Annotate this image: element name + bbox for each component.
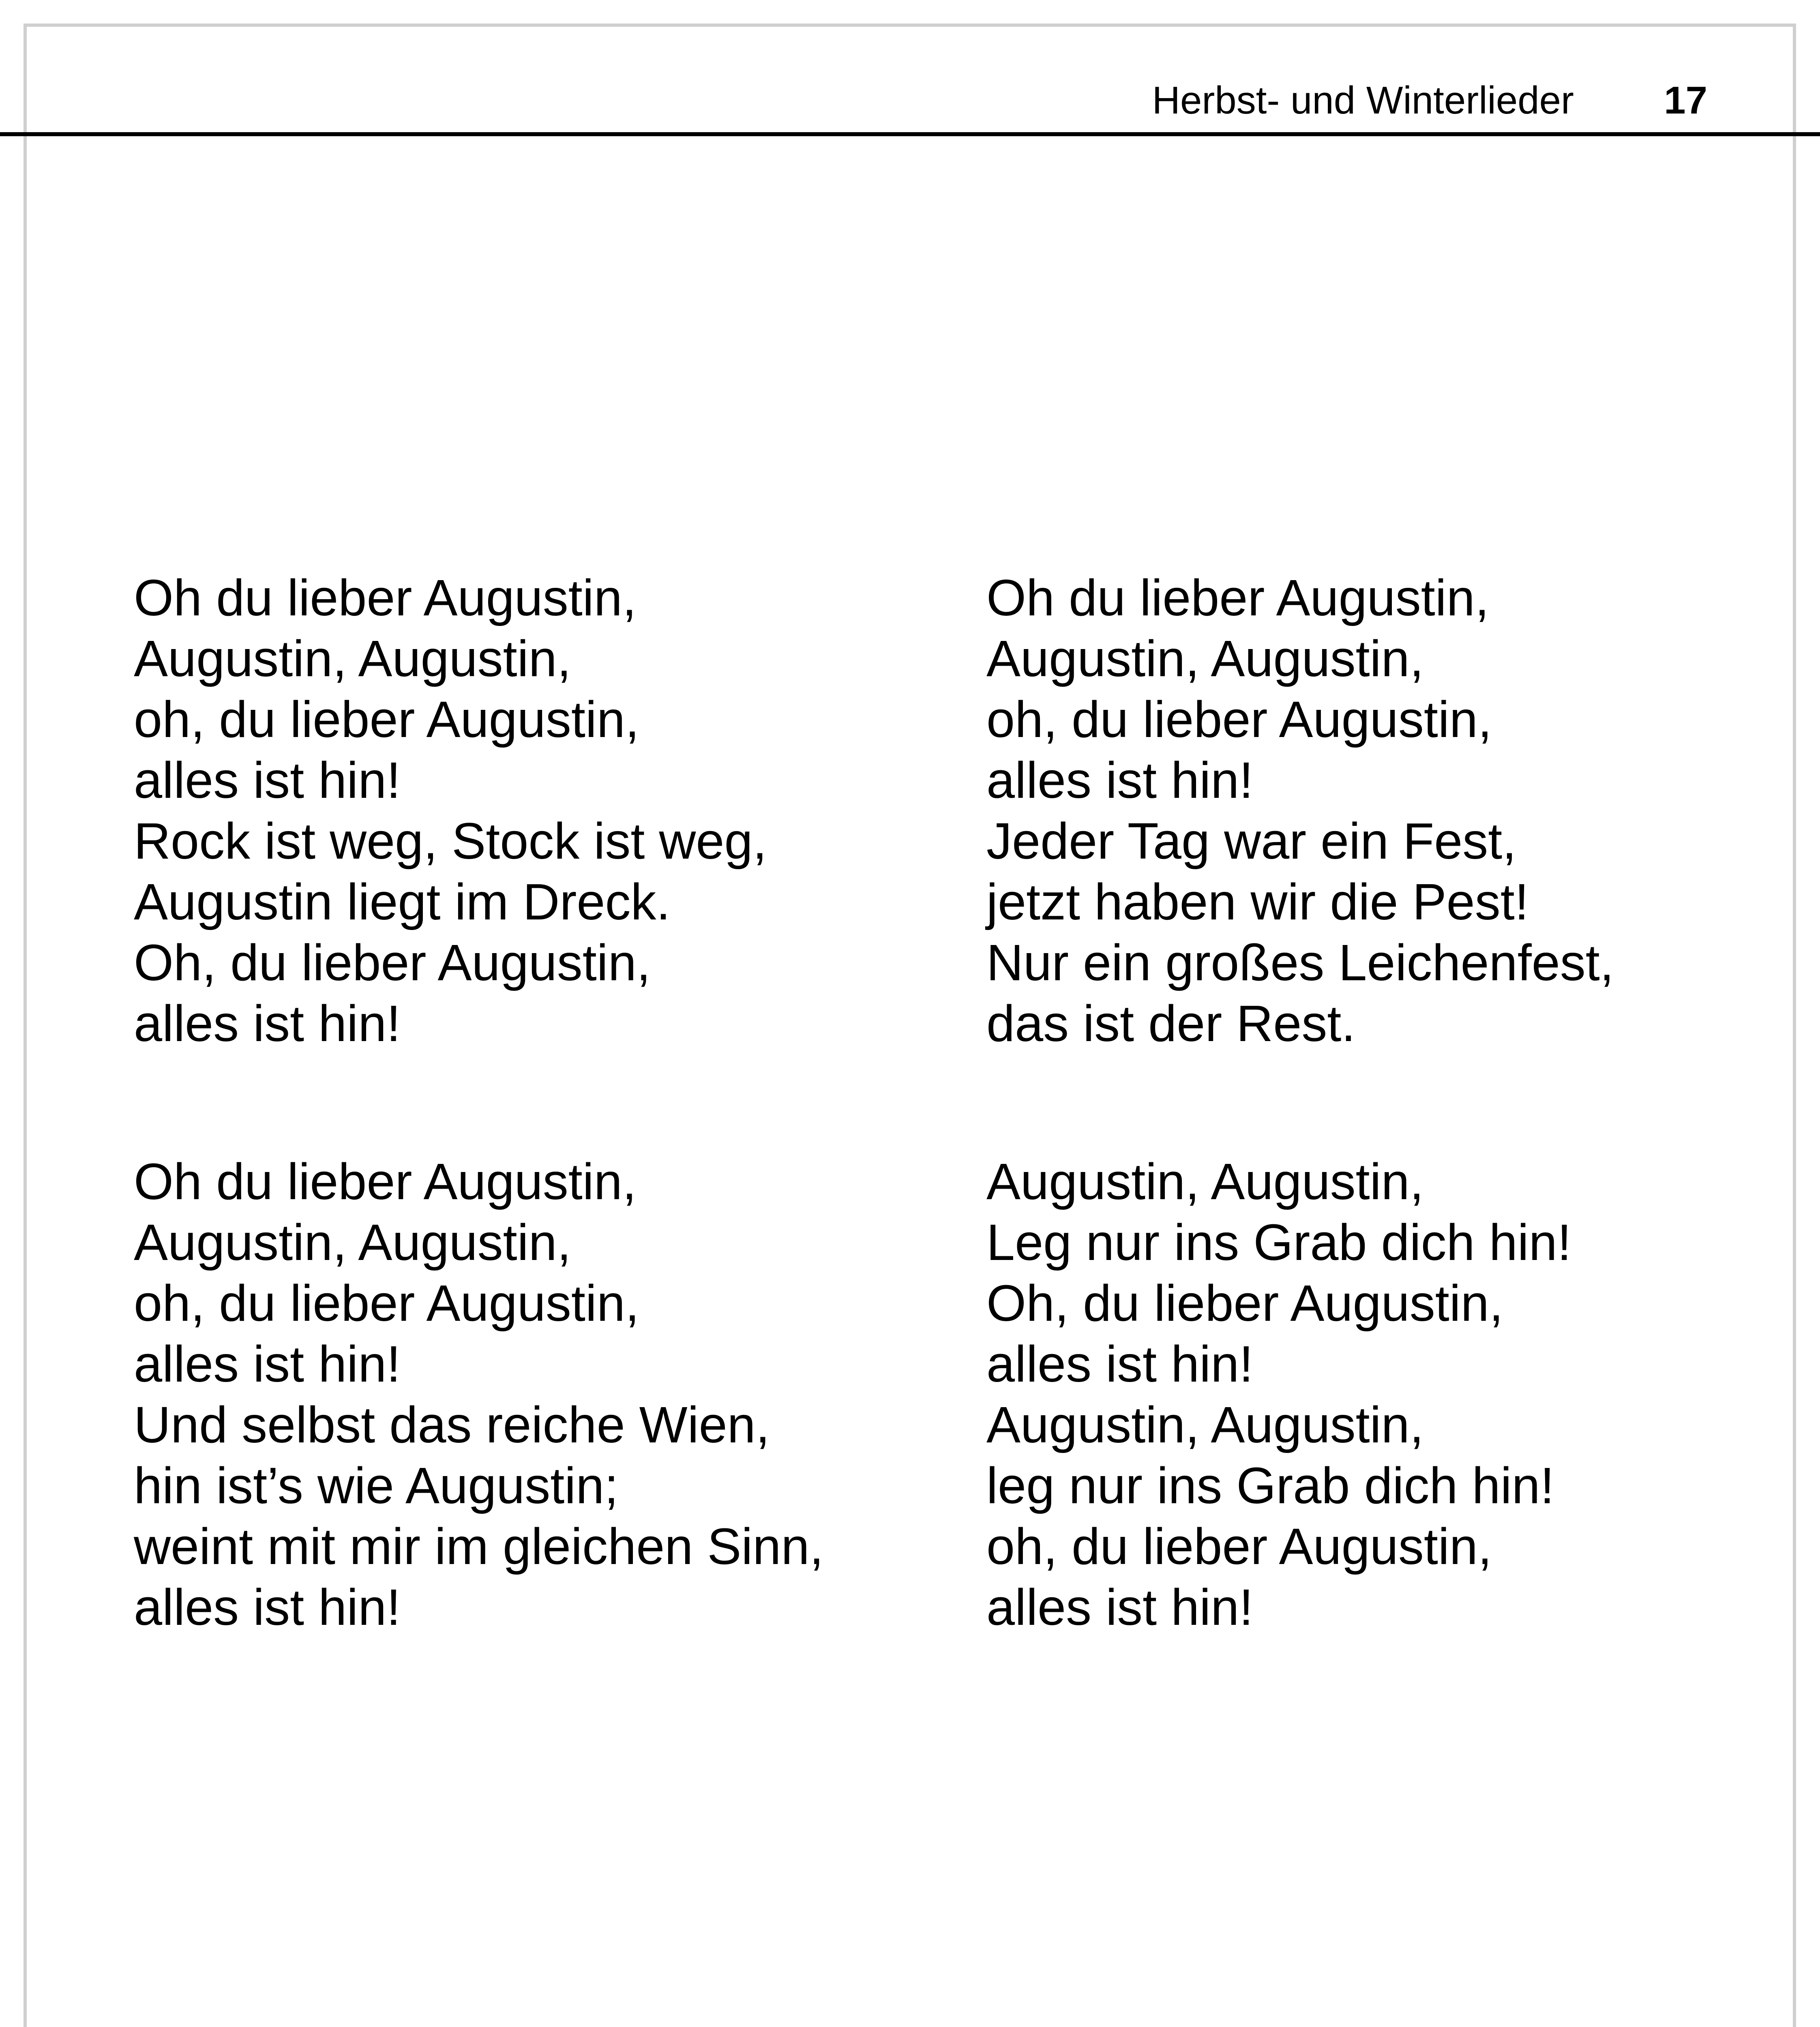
verse-line: Oh du lieber Augustin,: [986, 569, 1489, 626]
verse-line: oh, du lieber Augustin,: [134, 691, 639, 748]
right-column: [986, 568, 1797, 1735]
verse-line: weint mit mir im gleichen Sinn,: [134, 1518, 824, 1575]
verse-line: Augustin liegt im Dreck.: [134, 873, 671, 930]
verse-line: jetzt haben wir die Pest!: [986, 873, 1529, 930]
verse-line: Rock ist weg, Stock ist weg,: [134, 812, 767, 870]
verse-line: Oh, du lieber Augustin,: [134, 934, 651, 991]
verse-line: alles ist hin!: [134, 995, 401, 1052]
verse-line: Nur ein großes Leichenfest,: [986, 934, 1614, 991]
verse-line: alles ist hin!: [986, 1335, 1254, 1393]
stanza-1: [134, 568, 945, 1054]
verse-line: alles ist hin!: [134, 1579, 401, 1636]
verse-line: hin ist’s wie Augustin;: [134, 1457, 619, 1514]
verse-line: Augustin, Augustin,: [134, 1214, 571, 1271]
left-column: [134, 568, 945, 1735]
page-header: [0, 0, 1820, 136]
page-number: 17: [1664, 79, 1707, 122]
verse-line: oh, du lieber Augustin,: [134, 1275, 639, 1332]
verse-line: oh, du lieber Augustin,: [986, 691, 1492, 748]
stanza-4: [986, 1151, 1797, 1638]
stanza-3: [986, 568, 1797, 1054]
verse-line: alles ist hin!: [986, 752, 1254, 809]
verse-line: Jeder Tag war ein Fest,: [986, 812, 1517, 870]
verse-line: Oh du lieber Augustin,: [134, 1153, 637, 1210]
verse-line: alles ist hin!: [986, 1579, 1254, 1636]
verse-line: Oh, du lieber Augustin,: [986, 1275, 1503, 1332]
verse-line: das ist der Rest.: [986, 995, 1356, 1052]
header-rule: [0, 132, 1820, 136]
verse-line: alles ist hin!: [134, 1335, 401, 1393]
verse-line: oh, du lieber Augustin,: [986, 1518, 1492, 1575]
stanza-2: [134, 1151, 945, 1638]
verse-line: alles ist hin!: [134, 752, 401, 809]
verse-line: Leg nur ins Grab dich hin!: [986, 1214, 1571, 1271]
verse-line: Augustin, Augustin,: [986, 630, 1424, 687]
verse-line: Augustin, Augustin,: [134, 630, 571, 687]
verse-line: Und selbst das reiche Wien,: [134, 1396, 770, 1453]
verse-line: Augustin, Augustin,: [986, 1153, 1424, 1210]
verse-line: Oh du lieber Augustin,: [134, 569, 637, 626]
verse-line: leg nur ins Grab dich hin!: [986, 1457, 1554, 1514]
running-header-title: Herbst- und Winterlieder: [1152, 79, 1574, 122]
verse-line: Augustin, Augustin,: [986, 1396, 1424, 1453]
